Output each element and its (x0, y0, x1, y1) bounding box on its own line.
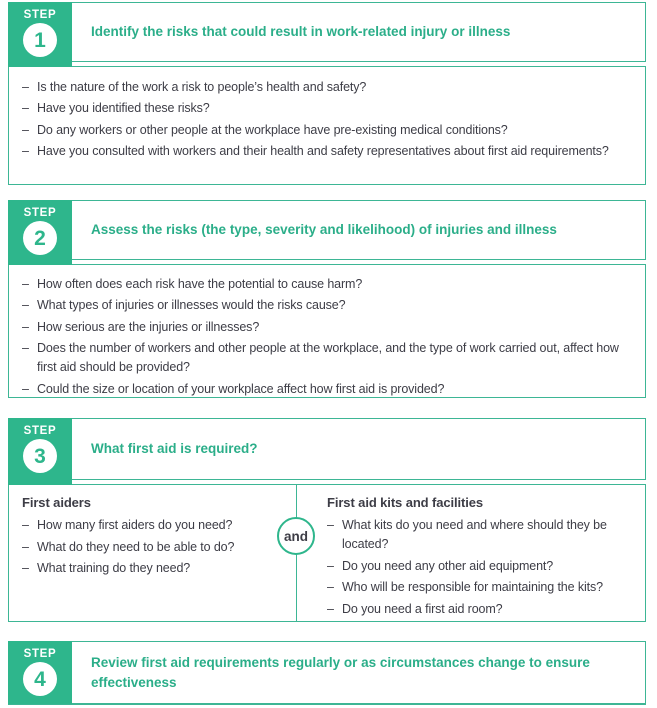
bullet-item (327, 600, 643, 619)
bullet-text: Do any workers or other people at the workplace have pre-existing medical conditions? (37, 122, 508, 137)
step-3-body (8, 484, 646, 622)
bullet-dash (22, 99, 37, 118)
bullet-dash (327, 578, 342, 597)
step-number: 2 (34, 226, 46, 250)
bullet-item (22, 339, 627, 377)
bullet-text: Could the size or location of your workplace affect how first aid is provided? (37, 381, 445, 396)
bullet-text: How many first aiders do you need? (37, 518, 233, 532)
step-2-body (8, 264, 646, 398)
step-label: STEP (23, 648, 57, 660)
bullet-item (22, 516, 288, 535)
first-aid-kits-heading: First aid kits and facilities (327, 495, 484, 510)
bullet-text: Does the number of workers and other people at the workplace, and the type of work carried out, affect how first aid should be provided? (37, 341, 619, 374)
step-number: 3 (34, 444, 46, 468)
step-number-circle (23, 662, 57, 696)
bullet-dash (22, 318, 37, 337)
bullet-item (22, 99, 610, 118)
first-aid-kits-column (297, 485, 645, 621)
bullet-dash (22, 142, 37, 161)
bullet-item (22, 78, 610, 97)
bullet-dash (22, 78, 37, 97)
bullet-text: What training do they need? (37, 561, 191, 575)
bullet-item (22, 142, 610, 161)
and-connector: and (277, 517, 315, 555)
step-2 (8, 200, 646, 398)
bullet-item (22, 296, 627, 315)
bullet-text: Do you need a first aid room? (342, 601, 503, 616)
step-number: 4 (34, 667, 46, 691)
bullet-dash (22, 296, 37, 315)
step-number-circle (23, 221, 57, 255)
step-3 (8, 418, 646, 622)
bullet-text: How often does each risk have the potential to cause harm? (37, 276, 363, 291)
step-3-badge (8, 418, 72, 485)
step-1-badge (8, 2, 72, 67)
step-3-header (8, 418, 646, 480)
step-4 (8, 641, 646, 705)
bullet-text: Who will be responsible for maintaining the kits? (342, 580, 603, 594)
step-4-header (8, 641, 646, 705)
first-aiders-heading: First aiders (22, 495, 91, 510)
bullet-text: Have you identified these risks? (37, 101, 210, 115)
step-1-body (8, 66, 646, 185)
first-aiders-column (9, 485, 297, 621)
step-4-title: Review first aid requirements regularly or as circumstances change to ensure effectiveness (91, 654, 590, 690)
bullet-dash (22, 275, 37, 294)
step-2-badge (8, 200, 72, 265)
step-1-title: Identify the risks that could result in work-related injury or illness (91, 24, 511, 39)
bullet-item (327, 516, 643, 554)
step-4-badge (8, 641, 72, 704)
step-label: STEP (23, 425, 57, 437)
step-1-header (8, 2, 646, 62)
bullet-text: What kits do you need and where should they be located? (342, 518, 607, 551)
bullet-dash (22, 516, 37, 535)
step-2-header (8, 200, 646, 260)
bullet-dash (22, 559, 37, 578)
bullet-text: How serious are the injuries or illnesses? (37, 319, 260, 334)
bullet-text: Have you consulted with workers and their health and safety representatives about first aid requirements? (37, 144, 609, 158)
step-number: 1 (34, 28, 46, 52)
bullet-dash (22, 121, 37, 140)
bullet-dash (22, 380, 37, 399)
step-2-bullet-list (22, 275, 627, 399)
bullet-dash (327, 600, 342, 619)
step-1-bullet-list (22, 78, 610, 162)
bullet-item (22, 380, 627, 399)
bullet-dash (22, 339, 37, 377)
bullet-text: Is the nature of the work a risk to people’s health and safety? (37, 79, 367, 94)
step-number-circle (23, 23, 57, 57)
bullet-item (327, 578, 643, 597)
step-1 (8, 2, 646, 185)
bullet-item (22, 318, 627, 337)
bullet-item (22, 559, 288, 578)
first-aid-kits-bullet-list (327, 516, 643, 619)
bullet-item (22, 538, 288, 557)
bullet-text: Do you need any other aid equipment? (342, 558, 554, 573)
step-label: STEP (23, 207, 57, 219)
bullet-item (22, 275, 627, 294)
bullet-item (22, 121, 610, 140)
bullet-dash (22, 538, 37, 557)
step-number-circle (23, 439, 57, 473)
bullet-dash (327, 557, 342, 576)
bullet-item (327, 557, 643, 576)
step-3-columns (9, 485, 645, 621)
bullet-text: What types of injuries or illnesses would the risks cause? (37, 298, 346, 312)
step-2-title: Assess the risks (the type, severity and likelihood) of injuries and illness (91, 222, 557, 237)
bullet-text: What do they need to be able to do? (37, 539, 235, 554)
step-3-title: What first aid is required? (91, 441, 258, 456)
first-aiders-bullet-list (22, 516, 288, 578)
bullet-dash (327, 516, 342, 554)
step-label: STEP (23, 9, 57, 21)
